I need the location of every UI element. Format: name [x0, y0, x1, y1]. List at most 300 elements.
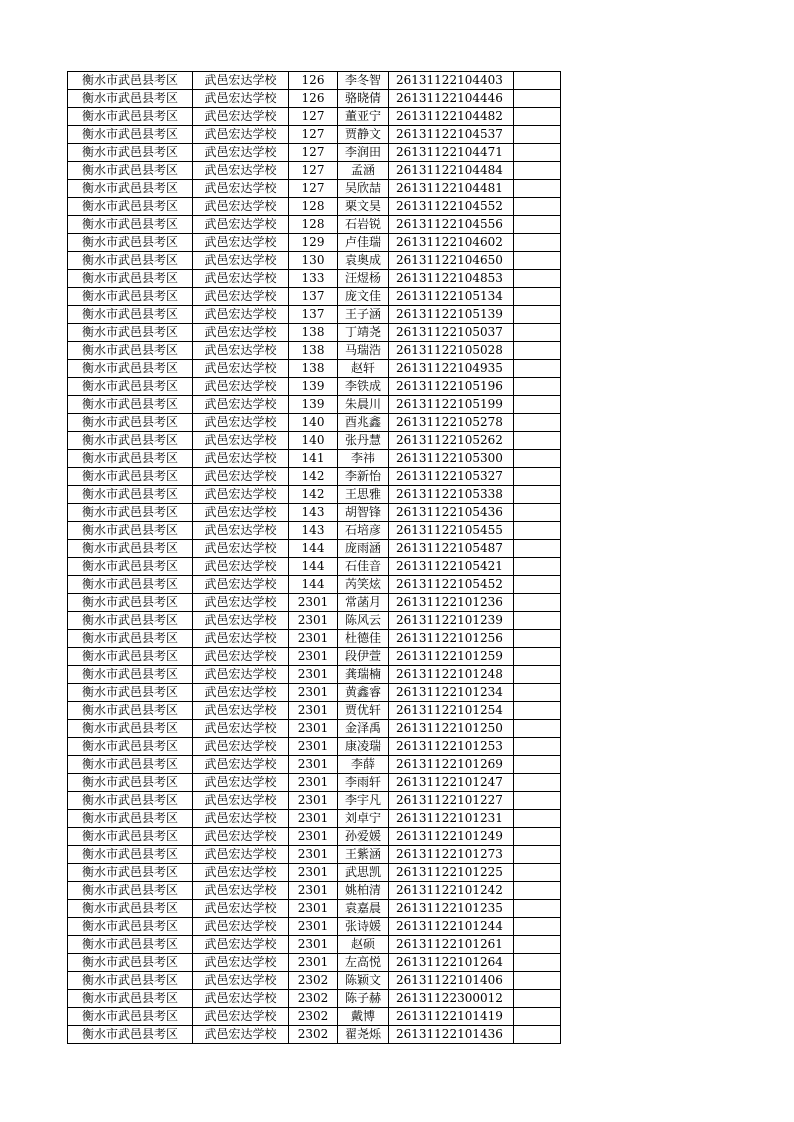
student-name-cell: 朱晨川	[338, 396, 389, 414]
student-name-cell: 王紫涵	[338, 846, 389, 864]
student-name-cell: 张丹慧	[338, 432, 389, 450]
blank-cell	[514, 792, 561, 810]
exam-room-cell: 2301	[289, 702, 338, 720]
exam-room-cell: 2301	[289, 648, 338, 666]
ticket-number-cell: 26131122104446	[389, 90, 514, 108]
table-row	[68, 882, 561, 900]
school-cell: 武邑宏达学校	[193, 666, 289, 684]
student-name-cell: 李薛	[338, 756, 389, 774]
exam-district-cell: 衡水市武邑县考区	[68, 828, 193, 846]
blank-cell	[514, 252, 561, 270]
student-name-cell: 汪煜杨	[338, 270, 389, 288]
exam-room-cell: 2301	[289, 900, 338, 918]
school-cell: 武邑宏达学校	[193, 648, 289, 666]
exam-room-cell: 2301	[289, 630, 338, 648]
exam-room-cell: 138	[289, 360, 338, 378]
school-cell: 武邑宏达学校	[193, 972, 289, 990]
exam-room-cell: 2301	[289, 810, 338, 828]
blank-cell	[514, 324, 561, 342]
ticket-number-cell: 26131122101406	[389, 972, 514, 990]
school-cell: 武邑宏达学校	[193, 630, 289, 648]
school-cell: 武邑宏达学校	[193, 468, 289, 486]
student-name-cell: 陈风云	[338, 612, 389, 630]
exam-room-cell: 2301	[289, 864, 338, 882]
blank-cell	[514, 522, 561, 540]
exam-district-cell: 衡水市武邑县考区	[68, 540, 193, 558]
student-name-cell: 杜德佳	[338, 630, 389, 648]
exam-room-cell: 140	[289, 432, 338, 450]
ticket-number-cell: 26131122101236	[389, 594, 514, 612]
ticket-number-cell: 26131122101253	[389, 738, 514, 756]
exam-room-cell: 128	[289, 198, 338, 216]
blank-cell	[514, 702, 561, 720]
exam-district-cell: 衡水市武邑县考区	[68, 234, 193, 252]
exam-district-cell: 衡水市武邑县考区	[68, 162, 193, 180]
exam-room-cell: 2301	[289, 612, 338, 630]
student-name-cell: 王子涵	[338, 306, 389, 324]
school-cell: 武邑宏达学校	[193, 900, 289, 918]
exam-district-cell: 衡水市武邑县考区	[68, 468, 193, 486]
exam-district-cell: 衡水市武邑县考区	[68, 504, 193, 522]
table-row	[68, 864, 561, 882]
blank-cell	[514, 108, 561, 126]
blank-cell	[514, 756, 561, 774]
school-cell: 武邑宏达学校	[193, 684, 289, 702]
table-row	[68, 198, 561, 216]
exam-room-cell: 2301	[289, 594, 338, 612]
table-row	[68, 216, 561, 234]
student-name-cell: 康凌瑞	[338, 738, 389, 756]
exam-district-cell: 衡水市武邑县考区	[68, 738, 193, 756]
blank-cell	[514, 720, 561, 738]
table-row	[68, 810, 561, 828]
student-name-cell: 李祎	[338, 450, 389, 468]
table-row	[68, 900, 561, 918]
exam-room-cell: 2302	[289, 990, 338, 1008]
blank-cell	[514, 198, 561, 216]
exam-district-cell: 衡水市武邑县考区	[68, 936, 193, 954]
blank-cell	[514, 666, 561, 684]
student-name-cell: 李铁成	[338, 378, 389, 396]
blank-cell	[514, 612, 561, 630]
school-cell: 武邑宏达学校	[193, 1008, 289, 1026]
ticket-number-cell: 26131122105421	[389, 558, 514, 576]
blank-cell	[514, 558, 561, 576]
table-row	[68, 108, 561, 126]
table-row	[68, 756, 561, 774]
exam-room-cell: 126	[289, 72, 338, 90]
exam-room-cell: 144	[289, 558, 338, 576]
blank-cell	[514, 540, 561, 558]
school-cell: 武邑宏达学校	[193, 1026, 289, 1044]
exam-room-cell: 2301	[289, 684, 338, 702]
ticket-number-cell: 26131122105196	[389, 378, 514, 396]
school-cell: 武邑宏达学校	[193, 486, 289, 504]
school-cell: 武邑宏达学校	[193, 450, 289, 468]
school-cell: 武邑宏达学校	[193, 846, 289, 864]
ticket-number-cell: 26131122101244	[389, 918, 514, 936]
exam-district-cell: 衡水市武邑县考区	[68, 810, 193, 828]
student-name-cell: 常菡月	[338, 594, 389, 612]
ticket-number-cell: 26131122101419	[389, 1008, 514, 1026]
school-cell: 武邑宏达学校	[193, 864, 289, 882]
school-cell: 武邑宏达学校	[193, 378, 289, 396]
ticket-number-cell: 26131122104650	[389, 252, 514, 270]
exam-district-cell: 衡水市武邑县考区	[68, 396, 193, 414]
table-row	[68, 288, 561, 306]
blank-cell	[514, 126, 561, 144]
exam-room-cell: 2301	[289, 918, 338, 936]
exam-room-cell: 127	[289, 144, 338, 162]
exam-room-cell: 143	[289, 522, 338, 540]
ticket-number-cell: 26131122105436	[389, 504, 514, 522]
student-name-cell: 李润田	[338, 144, 389, 162]
student-name-cell: 刘卓宁	[338, 810, 389, 828]
exam-room-cell: 139	[289, 378, 338, 396]
exam-room-cell: 2302	[289, 972, 338, 990]
blank-cell	[514, 684, 561, 702]
exam-room-cell: 137	[289, 288, 338, 306]
exam-room-cell: 137	[289, 306, 338, 324]
school-cell: 武邑宏达学校	[193, 810, 289, 828]
student-name-cell: 王思雅	[338, 486, 389, 504]
student-name-cell: 贾静文	[338, 126, 389, 144]
table-row	[68, 630, 561, 648]
exam-room-cell: 140	[289, 414, 338, 432]
school-cell: 武邑宏达学校	[193, 792, 289, 810]
exam-district-cell: 衡水市武邑县考区	[68, 414, 193, 432]
student-name-cell: 翟尧烁	[338, 1026, 389, 1044]
table-row	[68, 342, 561, 360]
student-name-cell: 李新怡	[338, 468, 389, 486]
blank-cell	[514, 288, 561, 306]
exam-room-cell: 138	[289, 324, 338, 342]
table-row	[68, 774, 561, 792]
school-cell: 武邑宏达学校	[193, 126, 289, 144]
exam-district-cell: 衡水市武邑县考区	[68, 252, 193, 270]
school-cell: 武邑宏达学校	[193, 828, 289, 846]
school-cell: 武邑宏达学校	[193, 342, 289, 360]
ticket-number-cell: 26131122101234	[389, 684, 514, 702]
school-cell: 武邑宏达学校	[193, 936, 289, 954]
table-row	[68, 990, 561, 1008]
student-name-cell: 马瑞浩	[338, 342, 389, 360]
table-row	[68, 918, 561, 936]
table-row	[68, 126, 561, 144]
exam-district-cell: 衡水市武邑县考区	[68, 882, 193, 900]
table-row	[68, 792, 561, 810]
table-row	[68, 504, 561, 522]
blank-cell	[514, 180, 561, 198]
blank-cell	[514, 216, 561, 234]
exam-room-cell: 126	[289, 90, 338, 108]
table-row	[68, 1026, 561, 1044]
school-cell: 武邑宏达学校	[193, 72, 289, 90]
school-cell: 武邑宏达学校	[193, 252, 289, 270]
table-row	[68, 90, 561, 108]
exam-district-cell: 衡水市武邑县考区	[68, 126, 193, 144]
table-row	[68, 828, 561, 846]
table-row	[68, 522, 561, 540]
table-row	[68, 432, 561, 450]
ticket-number-cell: 26131122104471	[389, 144, 514, 162]
school-cell: 武邑宏达学校	[193, 324, 289, 342]
blank-cell	[514, 144, 561, 162]
exam-district-cell: 衡水市武邑县考区	[68, 108, 193, 126]
exam-district-cell: 衡水市武邑县考区	[68, 774, 193, 792]
school-cell: 武邑宏达学校	[193, 216, 289, 234]
exam-room-cell: 127	[289, 180, 338, 198]
student-name-cell: 李冬智	[338, 72, 389, 90]
exam-district-cell: 衡水市武邑县考区	[68, 450, 193, 468]
exam-district-cell: 衡水市武邑县考区	[68, 144, 193, 162]
table-row	[68, 720, 561, 738]
blank-cell	[514, 576, 561, 594]
table-row	[68, 972, 561, 990]
student-name-cell: 武思凯	[338, 864, 389, 882]
blank-cell	[514, 468, 561, 486]
blank-cell	[514, 882, 561, 900]
exam-room-cell: 144	[289, 540, 338, 558]
table-row	[68, 468, 561, 486]
exam-district-cell: 衡水市武邑县考区	[68, 216, 193, 234]
table-row	[68, 594, 561, 612]
school-cell: 武邑宏达学校	[193, 612, 289, 630]
student-name-cell: 段伊萱	[338, 648, 389, 666]
exam-district-cell: 衡水市武邑县考区	[68, 1008, 193, 1026]
table-row	[68, 324, 561, 342]
student-name-cell: 张诗媛	[338, 918, 389, 936]
blank-cell	[514, 342, 561, 360]
table-row	[68, 1008, 561, 1026]
school-cell: 武邑宏达学校	[193, 288, 289, 306]
exam-room-cell: 133	[289, 270, 338, 288]
exam-room-cell: 143	[289, 504, 338, 522]
ticket-number-cell: 26131122105452	[389, 576, 514, 594]
ticket-number-cell: 26131122101259	[389, 648, 514, 666]
exam-roster-table	[67, 71, 561, 1044]
student-name-cell: 石佳音	[338, 558, 389, 576]
school-cell: 武邑宏达学校	[193, 306, 289, 324]
table-row	[68, 936, 561, 954]
student-name-cell: 石培彦	[338, 522, 389, 540]
table-row	[68, 414, 561, 432]
ticket-number-cell: 26131122104935	[389, 360, 514, 378]
student-name-cell: 芮笑炫	[338, 576, 389, 594]
exam-district-cell: 衡水市武邑县考区	[68, 846, 193, 864]
student-name-cell: 黄鑫睿	[338, 684, 389, 702]
ticket-number-cell: 26131122104403	[389, 72, 514, 90]
blank-cell	[514, 630, 561, 648]
blank-cell	[514, 306, 561, 324]
exam-room-cell: 2301	[289, 882, 338, 900]
exam-room-cell: 2302	[289, 1026, 338, 1044]
exam-room-cell: 2301	[289, 846, 338, 864]
student-name-cell: 李雨轩	[338, 774, 389, 792]
blank-cell	[514, 594, 561, 612]
student-name-cell: 左高悦	[338, 954, 389, 972]
ticket-number-cell: 26131122101273	[389, 846, 514, 864]
ticket-number-cell: 26131122104537	[389, 126, 514, 144]
exam-room-cell: 128	[289, 216, 338, 234]
exam-district-cell: 衡水市武邑县考区	[68, 594, 193, 612]
table-row	[68, 666, 561, 684]
exam-district-cell: 衡水市武邑县考区	[68, 342, 193, 360]
exam-district-cell: 衡水市武邑县考区	[68, 702, 193, 720]
exam-district-cell: 衡水市武邑县考区	[68, 630, 193, 648]
table-row	[68, 396, 561, 414]
blank-cell	[514, 738, 561, 756]
exam-room-cell: 129	[289, 234, 338, 252]
table-row	[68, 684, 561, 702]
student-name-cell: 吴欣喆	[338, 180, 389, 198]
table-row	[68, 162, 561, 180]
blank-cell	[514, 1026, 561, 1044]
table-row	[68, 270, 561, 288]
blank-cell	[514, 72, 561, 90]
exam-district-cell: 衡水市武邑县考区	[68, 684, 193, 702]
blank-cell	[514, 378, 561, 396]
student-name-cell: 董亚宁	[338, 108, 389, 126]
student-name-cell: 袁奥成	[338, 252, 389, 270]
exam-room-cell: 130	[289, 252, 338, 270]
exam-district-cell: 衡水市武邑县考区	[68, 324, 193, 342]
school-cell: 武邑宏达学校	[193, 522, 289, 540]
table-row	[68, 486, 561, 504]
blank-cell	[514, 360, 561, 378]
ticket-number-cell: 26131122104481	[389, 180, 514, 198]
school-cell: 武邑宏达学校	[193, 774, 289, 792]
ticket-number-cell: 26131122101225	[389, 864, 514, 882]
ticket-number-cell: 26131122101231	[389, 810, 514, 828]
blank-cell	[514, 504, 561, 522]
school-cell: 武邑宏达学校	[193, 396, 289, 414]
ticket-number-cell: 26131122101436	[389, 1026, 514, 1044]
exam-district-cell: 衡水市武邑县考区	[68, 864, 193, 882]
exam-district-cell: 衡水市武邑县考区	[68, 1026, 193, 1044]
exam-district-cell: 衡水市武邑县考区	[68, 360, 193, 378]
school-cell: 武邑宏达学校	[193, 234, 289, 252]
student-name-cell: 骆晓倩	[338, 90, 389, 108]
blank-cell	[514, 954, 561, 972]
exam-room-cell: 142	[289, 486, 338, 504]
ticket-number-cell: 26131122101261	[389, 936, 514, 954]
exam-room-cell: 2301	[289, 756, 338, 774]
table-row	[68, 612, 561, 630]
ticket-number-cell: 26131122105199	[389, 396, 514, 414]
school-cell: 武邑宏达学校	[193, 702, 289, 720]
exam-district-cell: 衡水市武邑县考区	[68, 648, 193, 666]
table-row	[68, 252, 561, 270]
exam-room-cell: 2301	[289, 720, 338, 738]
exam-room-cell: 2301	[289, 666, 338, 684]
table-row	[68, 702, 561, 720]
blank-cell	[514, 648, 561, 666]
blank-cell	[514, 828, 561, 846]
student-name-cell: 袁嘉晨	[338, 900, 389, 918]
exam-district-cell: 衡水市武邑县考区	[68, 900, 193, 918]
roster-body	[68, 72, 561, 1044]
ticket-number-cell: 26131122105487	[389, 540, 514, 558]
ticket-number-cell: 26131122105327	[389, 468, 514, 486]
school-cell: 武邑宏达学校	[193, 144, 289, 162]
student-name-cell: 陈子赫	[338, 990, 389, 1008]
exam-district-cell: 衡水市武邑县考区	[68, 486, 193, 504]
student-name-cell: 赵轩	[338, 360, 389, 378]
table-row	[68, 540, 561, 558]
ticket-number-cell: 26131122101247	[389, 774, 514, 792]
student-name-cell: 庞雨涵	[338, 540, 389, 558]
school-cell: 武邑宏达学校	[193, 558, 289, 576]
blank-cell	[514, 162, 561, 180]
ticket-number-cell: 26131122101254	[389, 702, 514, 720]
school-cell: 武邑宏达学校	[193, 90, 289, 108]
blank-cell	[514, 972, 561, 990]
blank-cell	[514, 810, 561, 828]
ticket-number-cell: 26131122101269	[389, 756, 514, 774]
ticket-number-cell: 26131122105455	[389, 522, 514, 540]
exam-district-cell: 衡水市武邑县考区	[68, 792, 193, 810]
ticket-number-cell: 26131122101227	[389, 792, 514, 810]
blank-cell	[514, 270, 561, 288]
exam-district-cell: 衡水市武邑县考区	[68, 198, 193, 216]
table-row	[68, 576, 561, 594]
blank-cell	[514, 450, 561, 468]
student-name-cell: 石岩锐	[338, 216, 389, 234]
school-cell: 武邑宏达学校	[193, 990, 289, 1008]
student-name-cell: 陈颖文	[338, 972, 389, 990]
ticket-number-cell: 26131122105037	[389, 324, 514, 342]
school-cell: 武邑宏达学校	[193, 954, 289, 972]
student-name-cell: 酉兆鑫	[338, 414, 389, 432]
school-cell: 武邑宏达学校	[193, 108, 289, 126]
school-cell: 武邑宏达学校	[193, 594, 289, 612]
student-name-cell: 庞文佳	[338, 288, 389, 306]
ticket-number-cell: 26131122105278	[389, 414, 514, 432]
blank-cell	[514, 900, 561, 918]
ticket-number-cell: 26131122101242	[389, 882, 514, 900]
school-cell: 武邑宏达学校	[193, 540, 289, 558]
student-name-cell: 栗文昊	[338, 198, 389, 216]
student-name-cell: 孙爱媛	[338, 828, 389, 846]
ticket-number-cell: 26131122105262	[389, 432, 514, 450]
blank-cell	[514, 486, 561, 504]
exam-room-cell: 2301	[289, 738, 338, 756]
blank-cell	[514, 846, 561, 864]
school-cell: 武邑宏达学校	[193, 738, 289, 756]
school-cell: 武邑宏达学校	[193, 360, 289, 378]
table-row	[68, 360, 561, 378]
table-row	[68, 306, 561, 324]
exam-district-cell: 衡水市武邑县考区	[68, 558, 193, 576]
exam-district-cell: 衡水市武邑县考区	[68, 954, 193, 972]
exam-room-cell: 2301	[289, 792, 338, 810]
ticket-number-cell: 26131122105338	[389, 486, 514, 504]
ticket-number-cell: 26131122101239	[389, 612, 514, 630]
exam-room-cell: 2301	[289, 828, 338, 846]
table-row	[68, 180, 561, 198]
ticket-number-cell: 26131122104853	[389, 270, 514, 288]
school-cell: 武邑宏达学校	[193, 504, 289, 522]
school-cell: 武邑宏达学校	[193, 180, 289, 198]
school-cell: 武邑宏达学校	[193, 414, 289, 432]
exam-room-cell: 138	[289, 342, 338, 360]
blank-cell	[514, 918, 561, 936]
exam-district-cell: 衡水市武邑县考区	[68, 180, 193, 198]
ticket-number-cell: 26131122101256	[389, 630, 514, 648]
blank-cell	[514, 1008, 561, 1026]
table-row	[68, 954, 561, 972]
